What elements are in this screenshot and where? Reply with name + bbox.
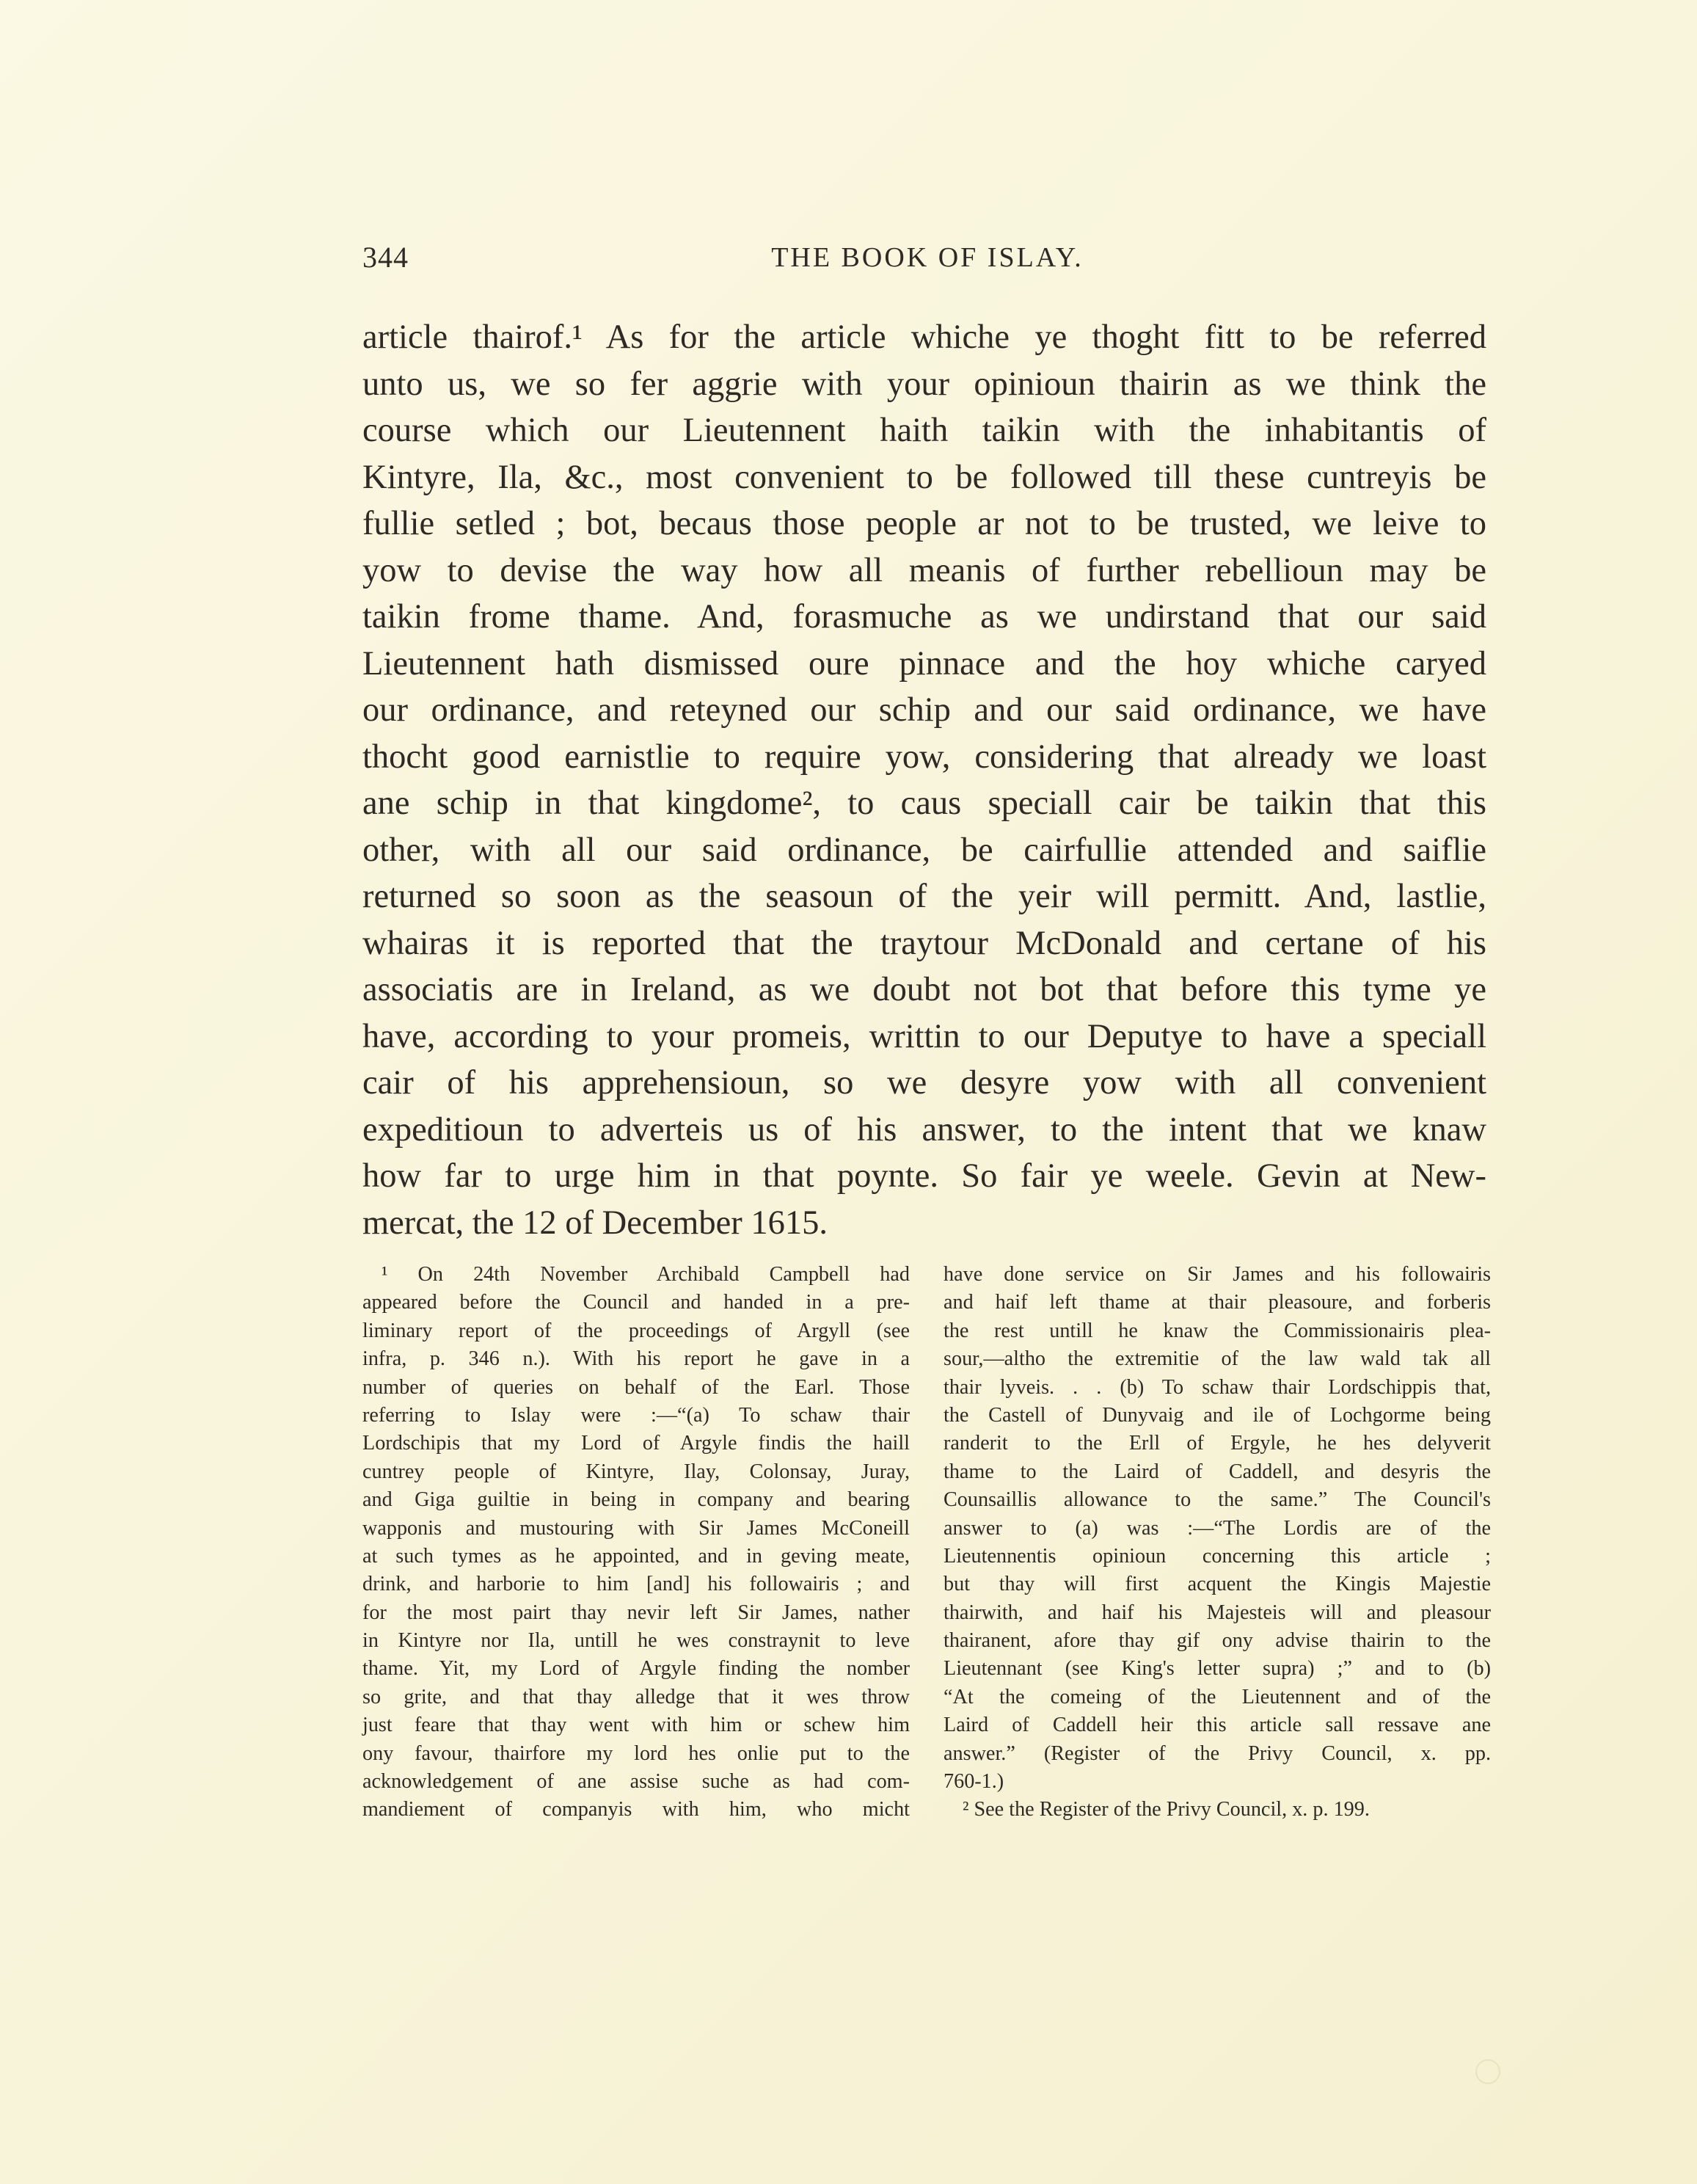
text-line: course which our Lieutennent haith taikin with the inhabitantis of bbox=[362, 412, 1486, 449]
text-line: thocht good earnistlie to require yow, considering that already we loast bbox=[362, 738, 1486, 776]
footnote-line: thairanent, afore thay gif ony advise thairin to the bbox=[944, 1629, 1491, 1653]
footnote-line: thairwith, and haif his Majesteis will and pleasour bbox=[944, 1601, 1491, 1624]
text-line: cair of his apprehensioun, so we desyre yow with all convenient bbox=[362, 1064, 1486, 1102]
footnote-line: thame to the Laird of Caddell, and desyris the bbox=[944, 1460, 1491, 1483]
footnote-line: so grite, and that thay alledge that it wes throw bbox=[362, 1685, 910, 1708]
footnote-line: appeared before the Council and handed in a pre- bbox=[362, 1291, 910, 1314]
text-line: have, according to your promeis, writtin to our Deputye to have a speciall bbox=[362, 1017, 1486, 1055]
footnote-line: but thay will first acquent the Kingis Majestie bbox=[944, 1573, 1491, 1596]
text-line: associatis are in Ireland, as we doubt not bot that before this tyme ye bbox=[362, 971, 1486, 1008]
footnote-line: thair lyveis. . . (b) To schaw thair Lordschippis that, bbox=[944, 1375, 1491, 1399]
text-line: article thairof.¹ As for the article whiche ye thoght fitt to be referred bbox=[362, 318, 1486, 356]
footnote-line: answer.” (Register of the Privy Council, x. pp. bbox=[944, 1741, 1491, 1765]
text-line: fullie setled ; bot, becaus those people ar not to be trusted, we leive to bbox=[362, 505, 1486, 542]
text-line: our ordinance, and reteyned our schip and our said ordinance, we have bbox=[362, 691, 1486, 729]
footnote-line: randerit to the Erll of Ergyle, he hes delyverit bbox=[944, 1432, 1491, 1455]
footnote-line: the rest untill he knaw the Commissionairis plea- bbox=[944, 1319, 1491, 1342]
footnote-line: have done service on Sir James and his followairis bbox=[944, 1263, 1491, 1286]
text-line: Lieutennent hath dismissed oure pinnace and the hoy whiche caryed bbox=[362, 644, 1486, 682]
text-line: Kintyre, Ila, &c., most convenient to be followed till these cuntreyis be bbox=[362, 458, 1486, 496]
footnote-line: just feare that thay went with him or schew him bbox=[362, 1714, 910, 1737]
footnote-line: ¹ On 24th November Archibald Campbell had bbox=[382, 1263, 910, 1286]
footnote-line: Lieutennant (see King's letter supra) ;” and to (b) bbox=[944, 1657, 1491, 1681]
footnote-line: Lordschipis that my Lord of Argyle findis the haill bbox=[362, 1432, 910, 1455]
footnote-line: in Kintyre nor Ila, untill he wes constraynit to leve bbox=[362, 1629, 910, 1653]
footnote-line: mandiement of companyis with him, who micht bbox=[362, 1798, 910, 1821]
footnote-line: liminary report of the proceedings of Argyll (see bbox=[362, 1319, 910, 1342]
text-line: whairas it is reported that the traytour McDonald and certane of his bbox=[362, 924, 1486, 962]
footnote-line: ony favour, thairfore my lord hes onlie put to the bbox=[362, 1741, 910, 1765]
text-line: mercat, the 12 of December 1615. bbox=[362, 1204, 828, 1242]
footnote-line: number of queries on behalf of the Earl. Those bbox=[362, 1375, 910, 1399]
footnote-line: wapponis and mustouring with Sir James McConeill bbox=[362, 1516, 910, 1540]
running-head bbox=[362, 241, 1492, 274]
footnote-line: and Giga guiltie in being in company and bearing bbox=[362, 1488, 910, 1512]
footnote-line: at such tymes as he appointed, and in geving meate, bbox=[362, 1544, 910, 1568]
footnote-column-right bbox=[944, 1261, 1491, 1824]
text-line: taikin frome thame. And, forasmuche as we undirstand that our said bbox=[362, 598, 1486, 636]
main-text bbox=[362, 314, 1486, 1246]
text-line: other, with all our said ordinance, be cairfullie attended and saiflie bbox=[362, 831, 1486, 869]
text-line: expeditioun to adverteis us of his answer, to the intent that we knaw bbox=[362, 1110, 1486, 1149]
footnote-line: and haif left thame at thair pleasoure, and forberis bbox=[944, 1291, 1491, 1314]
footnote-line: Lieutennentis opinioun concerning this article ; bbox=[944, 1544, 1491, 1568]
footnote-line: cuntrey people of Kintyre, Ilay, Colonsay, Juray, bbox=[362, 1460, 910, 1483]
footnote-line: Counsaillis allowance to the same.” The Council's bbox=[944, 1488, 1491, 1512]
footnote-line: thame. Yit, my Lord of Argyle finding the nomber bbox=[362, 1657, 910, 1681]
footnote-column-left bbox=[362, 1261, 910, 1824]
footnote-line: 760-1.) bbox=[944, 1770, 1004, 1794]
page-number: 344 bbox=[362, 241, 409, 274]
footnote-line: drink, and harborie to him [and] his followairis ; and bbox=[362, 1573, 910, 1596]
footnote-line: referring to Islay were :—“(a) To schaw thair bbox=[362, 1403, 910, 1427]
text-line: ane schip in that kingdome², to caus speciall cair be taikin that this bbox=[362, 785, 1486, 822]
footnote-line: acknowledgement of ane assise suche as had com- bbox=[362, 1770, 910, 1794]
footnote-line: Laird of Caddell heir this article sall ressave ane bbox=[944, 1714, 1491, 1737]
footnote-line: infra, p. 346 n.). With his report he gave in a bbox=[362, 1347, 910, 1371]
footnote-line: answer to (a) was :—“The Lordis are of the bbox=[944, 1516, 1491, 1540]
page-title: THE BOOK OF ISLAY. bbox=[771, 242, 1084, 273]
footnote-line: “At the comeing of the Lieutennent and of the bbox=[944, 1685, 1491, 1708]
footnote-line: for the most pairt thay nevir left Sir James, nather bbox=[362, 1601, 910, 1624]
text-line: unto us, we so fer aggrie with your opinioun thairin as we think the bbox=[362, 365, 1486, 403]
footnote-line: ² See the Register of the Privy Council, x. p. 199. bbox=[963, 1798, 1370, 1821]
text-line: yow to devise the way how all meanis of further rebellioun may be bbox=[362, 551, 1486, 589]
paper-mark bbox=[1475, 2059, 1500, 2084]
text-line: how far to urge him in that poynte. So fair ye weele. Gevin at New- bbox=[362, 1157, 1486, 1195]
footnote-line: the Castell of Dunyvaig and ile of Lochgorme being bbox=[944, 1403, 1491, 1427]
text-line: returned so soon as the seasoun of the yeir will permitt. And, lastlie, bbox=[362, 878, 1486, 915]
footnote-line: sour,—altho the extremitie of the law wald tak all bbox=[944, 1347, 1491, 1371]
